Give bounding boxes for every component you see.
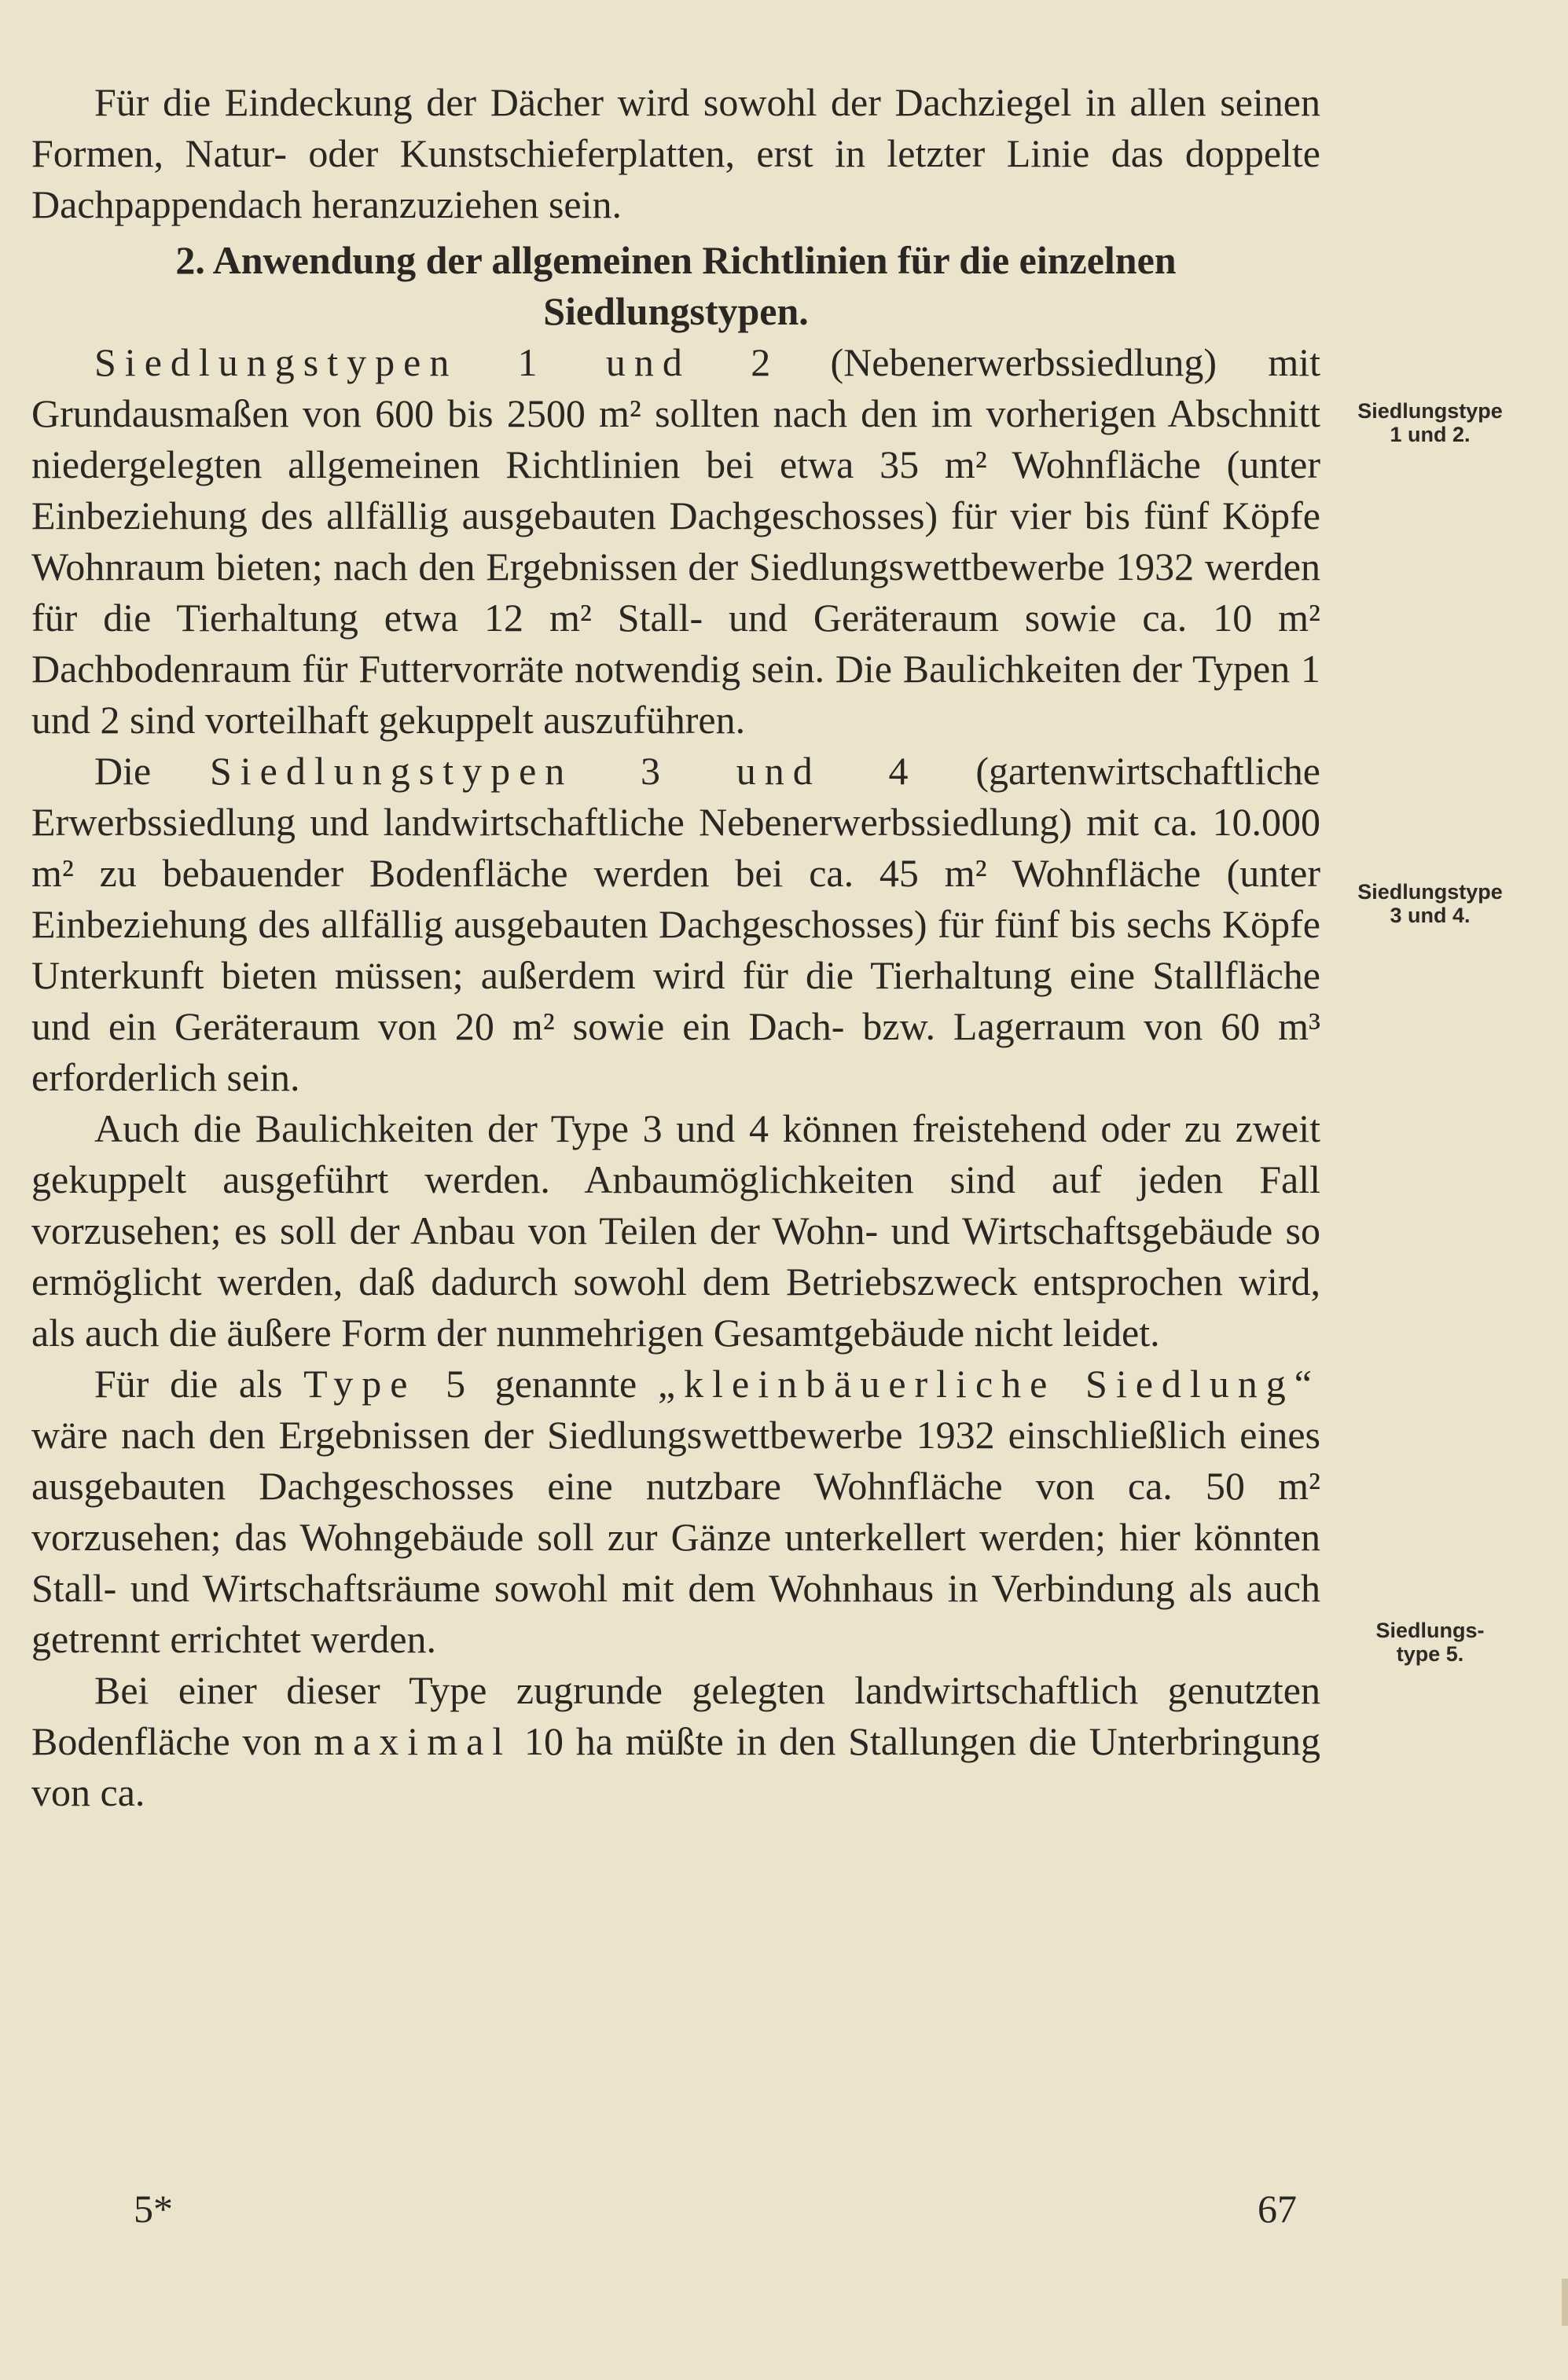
body-text [31, 77, 1320, 1818]
paragraph-types-3-4 [31, 746, 1320, 1103]
paragraph-text: (Nebenerwerbssiedlung) mit Grundausmaßen von 600 bis 2500 m² sollten nach den im vorherigen Abschnitt niedergelegten allgemeinen Richtlinien bei etwa 35 m² Wohnfläche (unter Einbeziehung des allfällig ausgebauten Dachgeschosses) für vier bis fünf Köpfe Wohnraum bieten; nach den Ergebnissen der Siedlungswettbewerbe 1932 werden für die Tierhaltung etwa 12 m² Stall- und Geräteraum sowie ca. 10 m² Dachbodenraum für Futtervorräte notwendig sein. Die Baulichkeiten der Typen 1 und 2 sind vorteilhaft gekuppelt auszuführen. [31, 340, 1321, 742]
margin-note-type-5 [1346, 1619, 1515, 1666]
page-footer [134, 2186, 1297, 2231]
margin-note-types-1-2 [1346, 399, 1515, 446]
paragraph-types-1-2 [31, 337, 1320, 746]
signature-mark: 5* [134, 2187, 173, 2231]
spaced-term: maximal [314, 1719, 512, 1763]
spaced-term: Siedlungstypen 1 und 2 [94, 340, 780, 384]
margin-note-line: Siedlungs- [1375, 1619, 1485, 1642]
paragraph-text: 10 ha müßte in den Stallungen die Unterbringung von ca. [31, 1719, 1320, 1814]
spaced-term: Type 5 [303, 1362, 475, 1406]
paragraph-text: wäre nach den Ergebnissen der Siedlungswettbewerbe 1932 einschließlich eines ausgebauten Dachgeschosses eine nutzbare Wohnfläche von ca. 50 m² vorzusehen; das Wohngebäude soll zur Gänze unterkellert werden; hier könnten Stall- und Wirtschaftsräume sowohl mit dem Wohnhaus in Verbindung als auch getrennt errichtet werden. [31, 1413, 1320, 1661]
paragraph-text: (gartenwirtschaftliche Erwerbssiedlung und landwirtschaftliche Nebenerwerbssiedlung) mit ca. 10.000 m² zu bebauender Bodenfläche werden bei ca. 45 m² Wohnfläche (unter Einbeziehung des allfällig ausgebauten Dachgeschosses) für fünf bis sechs Köpfe Unterkunft bieten müssen; außerdem wird für die Tierhaltung eine Stallfläche und ein Geräteraum von 20 m² sowie ein Dach- bzw. Lagerraum von 60 m³ erforderlich sein. [31, 749, 1320, 1099]
margin-note-line: 1 und 2. [1390, 423, 1471, 446]
paragraph-text: Für die als [94, 1362, 304, 1406]
margin-note-types-3-4 [1346, 880, 1515, 927]
paragraph-land-area [31, 1665, 1320, 1818]
paragraph-buildings-3-4: Auch die Baulichkeiten der Type 3 und 4 können freistehend oder zu zweit gekuppelt ausgeführt werden. Anbaumöglichkeiten sind auf jeden Fall vorzusehen; es soll der Anbau von Teilen der Wohn- und Wirtschaftsgebäude so ermöglicht werden, daß dadurch sowohl dem Betriebszweck entsprochen wird, als auch die äußere Form der nunmehrigen Gesamtgebäude nicht leidet. [31, 1106, 1320, 1355]
page-edge-shadow [1562, 2279, 1568, 2326]
margin-note-line: type 5. [1396, 1642, 1464, 1666]
paragraph-text: Die [94, 749, 210, 793]
margin-note-line: 3 und 4. [1390, 904, 1471, 927]
margin-note-line: Siedlungstype [1357, 399, 1503, 423]
paragraph-text: genannte [474, 1362, 658, 1406]
spaced-term: Siedlungstypen 3 und 4 [209, 749, 917, 793]
paragraph-type-5 [31, 1359, 1320, 1665]
margin-note-line: Siedlungstype [1357, 880, 1503, 904]
spaced-term: „kleinbäuerliche Siedlung“ [657, 1362, 1320, 1406]
paragraph-text: Bei einer dieser Type zugrunde gelegten landwirtschaftlich genutzten Bodenfläche von [31, 1668, 1320, 1763]
page-number: 67 [1258, 2187, 1297, 2231]
section-heading: 2. Anwendung der allgemeinen Richtlinien für die einzelnen Siedlungstypen. [175, 238, 1177, 333]
paragraph-roofing: Für die Eindeckung der Dächer wird sowohl der Dachziegel in allen seinen Formen, Natur- oder Kunstschieferplatten, erst in letzter Linie das doppelte Dachpappendach heranzuziehen sein. [31, 80, 1320, 226]
